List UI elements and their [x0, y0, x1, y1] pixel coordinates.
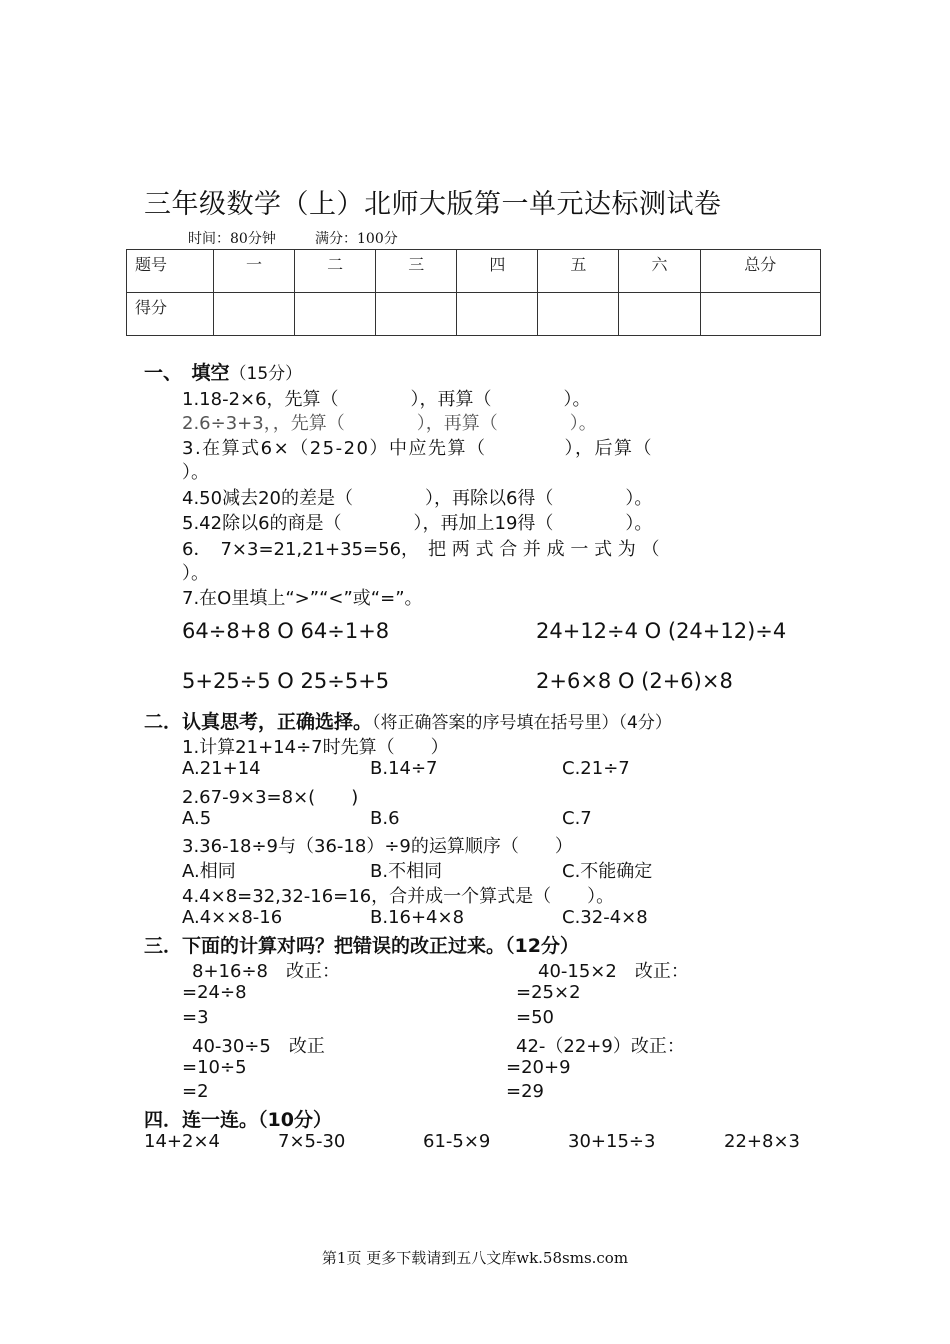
compare-item: 64÷8+8 O 64÷1+8	[182, 619, 390, 643]
s3-right-line: =29	[506, 1081, 544, 1102]
score-table	[126, 249, 821, 336]
s1-q6-cont: ）。	[182, 563, 209, 584]
score-header-cell: 二	[295, 250, 376, 293]
s3-right-line: =50	[516, 1007, 554, 1028]
score-header-cell: 总分	[700, 250, 820, 293]
s4-item: 61-5×9	[423, 1131, 491, 1152]
section2-heading	[144, 707, 672, 734]
s3-right-line: =20+9	[506, 1057, 571, 1078]
s2-q4-opt-b: B.16+4×8	[370, 907, 465, 928]
s1-q6: 6． 7×3=21,21+35=56， 把 两 式 合 并 成 一 式 为 （	[182, 539, 660, 560]
section2-note: （将正确答案的序号填在括号里）（4分）	[372, 713, 672, 733]
compare-item: 24+12÷4 O (24+12)÷4	[536, 619, 787, 643]
s3-left-line: 8+16÷8 改正：	[192, 961, 340, 982]
s1-q3-cont: ）。	[182, 462, 209, 483]
section4-heading: 四．连一连。（10分）	[144, 1109, 332, 1131]
s1-q1: 1.18-2×6，先算（ ），再算（ ）。	[182, 389, 591, 410]
s4-item: 14+2×4	[144, 1131, 220, 1152]
score-header-cell: 一	[214, 250, 295, 293]
s4-item: 7×5-30	[278, 1131, 346, 1152]
s3-right-line: 42-（22+9）改正：	[516, 1036, 685, 1057]
s2-q1-opt-c: C.21÷7	[562, 758, 630, 779]
section1-title: 一、 填空	[144, 362, 230, 384]
score-header-cell: 三	[376, 250, 457, 293]
score-cell[interactable]	[538, 293, 619, 336]
section1-points: （15分）	[229, 364, 303, 384]
s2-q3-opt-b: B.不相同	[370, 861, 443, 882]
s2-q1-opt-a: A.21+14	[182, 758, 261, 779]
page-title: 三年级数学（上）北师大版第一单元达标测试卷	[144, 189, 722, 220]
score-table-score-row	[127, 293, 821, 336]
page-footer: 第1页 更多下载请到五八文库wk.58sms.com	[321, 1249, 629, 1267]
score-header-cell: 四	[457, 250, 538, 293]
s4-item: 22+8×3	[724, 1131, 800, 1152]
score-header-cell: 题号	[127, 250, 214, 293]
s2-q3-opt-a: A.相同	[182, 861, 236, 882]
s2-q2-opt-c: C.7	[562, 808, 592, 829]
s2-q2-opt-b: B.6	[370, 808, 400, 829]
s2-q4: 4.4×8=32,32-16=16，合并成一个算式是（ ）。	[182, 886, 615, 907]
s1-q3: 3.在算式6×（25-20）中应先算（ ），后算（	[182, 438, 654, 459]
s3-left-line: =24÷8	[182, 982, 247, 1003]
score-table-header-row	[127, 250, 821, 293]
s2-q1-opt-b: B.14÷7	[370, 758, 438, 779]
section2-title: 二．认真思考，正确选择。	[144, 711, 373, 733]
s2-q3: 3.36-18÷9与（36-18）÷9的运算顺序（ ）	[182, 836, 573, 857]
score-row-label: 得分	[127, 293, 214, 336]
s3-right-line: =25×2	[516, 982, 581, 1003]
score-cell[interactable]	[700, 293, 820, 336]
s2-q4-opt-a: A.4××8-16	[182, 907, 283, 928]
score-cell[interactable]	[457, 293, 538, 336]
s1-q2: 2.6÷3+3，，先算（ ），再算（ ）。	[182, 413, 597, 434]
section3-heading: 三．下面的计算对吗？把错误的改正过来。（12分）	[144, 935, 579, 957]
s3-left-line: =10÷5	[182, 1057, 247, 1078]
full-score: 满分：100分	[315, 231, 398, 247]
compare-item: 5+25÷5 O 25÷5+5	[182, 669, 390, 693]
s2-q1: 1.计算21+14÷7时先算（ ）	[182, 737, 449, 758]
s1-q4: 4.50减去20的差是（ ），再除以6得（ ）。	[182, 488, 653, 509]
s1-q5: 5.42除以6的商是（ ），再加上19得（ ）。	[182, 513, 653, 534]
score-cell[interactable]	[214, 293, 295, 336]
compare-item: 2+6×8 O (2+6)×8	[536, 669, 733, 693]
s3-left-line: =3	[182, 1007, 209, 1028]
s2-q2-opt-a: A.5	[182, 808, 212, 829]
score-cell[interactable]	[295, 293, 376, 336]
section1-heading	[144, 358, 302, 385]
s2-q2: 2.67-9×3=8×( )	[182, 787, 359, 808]
score-header-cell: 六	[619, 250, 700, 293]
s4-item: 30+15÷3	[568, 1131, 656, 1152]
s1-q7: 7.在O里填上“>”“<”或“=”。	[182, 588, 423, 609]
s2-q4-opt-c: C.32-4×8	[562, 907, 648, 928]
score-cell[interactable]	[376, 293, 457, 336]
s3-left-line: 40-30÷5 改正	[192, 1036, 325, 1057]
score-cell[interactable]	[619, 293, 700, 336]
s2-q3-opt-c: C.不能确定	[562, 861, 653, 882]
score-header-cell: 五	[538, 250, 619, 293]
s3-right-line: 40-15×2 改正：	[538, 961, 689, 982]
exam-time: 时间：80分钟	[188, 231, 276, 247]
s3-left-line: =2	[182, 1081, 209, 1102]
